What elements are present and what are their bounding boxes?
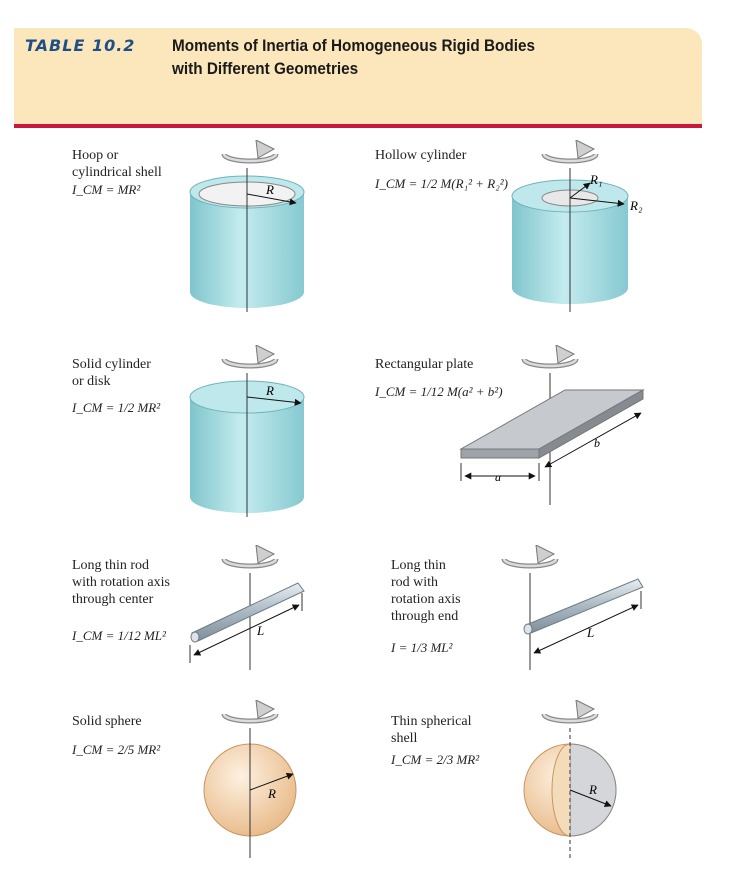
hoop-label: Hoop or cylindrical shell	[72, 148, 162, 180]
rod-center-formula: I_CM = 1/12 ML²	[72, 628, 166, 643]
rotation-arrow-icon	[224, 700, 276, 721]
spherical-shell-figure	[510, 700, 630, 860]
rect-plate-figure	[455, 345, 655, 510]
rotation-arrow-icon	[524, 345, 576, 366]
solid-sphere-figure	[190, 700, 310, 860]
rotation-arrow-icon	[224, 345, 276, 366]
rod-center-figure	[180, 545, 315, 675]
solid-cyl-dim-r: R	[266, 383, 274, 398]
solid-sphere-dim-r: R	[268, 786, 276, 801]
hoop-dim-r: R	[266, 182, 274, 197]
rotation-arrow-icon	[224, 140, 276, 161]
solid-sphere-formula: I_CM = 2/5 MR²	[72, 742, 161, 757]
rod-end-formula: I = 1/3 ML²	[391, 640, 453, 655]
rod-center-dim-l: L	[257, 623, 265, 638]
rod-end-dim-l: L	[587, 625, 595, 640]
hollow-dim-r2: R₂	[630, 198, 643, 213]
table-number: TABLE 10.2	[25, 36, 136, 55]
hoop-figure	[180, 140, 320, 315]
spherical-shell-formula: I_CM = 2/3 MR²	[391, 752, 480, 767]
hollow-cylinder-label: Hollow cylinder	[375, 148, 467, 163]
plate-dim-a: a	[495, 470, 501, 484]
rotation-arrow-icon	[224, 545, 276, 566]
rotation-arrow-icon	[504, 545, 556, 566]
rod-end-figure	[500, 545, 650, 675]
hoop-formula: I_CM = MR²	[72, 182, 141, 197]
plate-dim-b: b	[594, 436, 600, 450]
solid-sphere-label: Solid sphere	[72, 714, 142, 729]
shell-dim-r: R	[589, 782, 597, 797]
rotation-arrow-icon	[544, 140, 596, 161]
table-title-line-2: with Different Geometries	[172, 59, 359, 78]
table-title	[172, 34, 535, 80]
solid-cylinder-figure	[180, 345, 320, 520]
hollow-dim-r1: R₁	[590, 172, 603, 187]
rotation-arrow-icon	[544, 700, 596, 721]
hollow-cylinder-figure	[500, 140, 670, 315]
rod-center-label: Long thin rod with rotation axis through center	[72, 558, 170, 607]
rect-plate-label: Rectangular plate	[375, 357, 474, 372]
header-rule	[14, 124, 702, 128]
spherical-shell-label: Thin spherical shell	[391, 714, 472, 746]
solid-cylinder-formula: I_CM = 1/2 MR²	[72, 400, 161, 415]
hollow-cylinder-formula: I_CM = 1/2 M(R₁² + R₂²)	[375, 176, 508, 191]
rod-end-label: Long thin rod with rotation axis through end	[391, 558, 461, 624]
table-title-line-1: Moments of Inertia of Homogeneous Rigid Bodies	[172, 36, 535, 55]
solid-cylinder-label: Solid cylinder or disk	[72, 357, 151, 389]
rect-plate-formula: I_CM = 1/12 M(a² + b²)	[375, 384, 503, 399]
